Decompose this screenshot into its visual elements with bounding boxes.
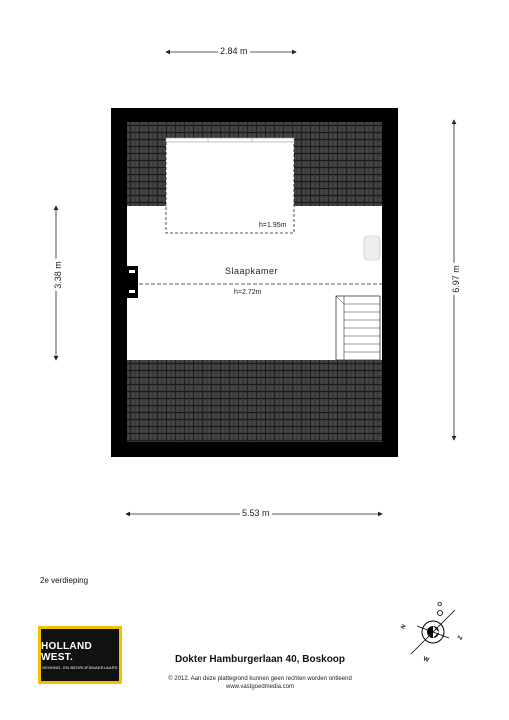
floor-label: 2e verdieping xyxy=(40,576,89,585)
roof-bottom xyxy=(127,360,382,442)
dim-bottom-label: 5.53 m xyxy=(242,508,270,518)
address-title: Dokter Hamburgerlaan 40, Boskoop xyxy=(174,654,346,665)
dormer xyxy=(166,140,294,206)
floor-plan xyxy=(111,108,398,457)
compass-n: N xyxy=(400,623,408,631)
compass-icon xyxy=(411,610,455,654)
sink xyxy=(364,236,380,260)
dim-top-label: 2.84 m xyxy=(220,46,248,56)
copyright-line2: www.vastgoedmedia.com xyxy=(225,684,295,690)
staircase xyxy=(336,296,380,360)
dormer-window xyxy=(166,138,294,142)
dim-left-label: 3.38 m xyxy=(52,261,63,289)
compass-z: Z xyxy=(457,635,465,641)
dormer-height: h=1.95m xyxy=(259,222,287,229)
compass-o: O xyxy=(436,601,443,609)
room-name: Slaapkamer xyxy=(225,266,279,276)
logo-main-text: HOLLAND WEST. xyxy=(41,640,92,663)
copyright-text xyxy=(140,675,380,691)
brand-logo xyxy=(38,626,122,684)
logo-sub-text: WONING- EN BEDRIJFSMAKELAARS xyxy=(42,664,118,670)
room-height: h=2.72m xyxy=(234,289,262,296)
dim-right-label: 6.97 m xyxy=(450,265,461,293)
compass-w: W xyxy=(422,656,430,664)
copyright-line1: © 2012. Aan deze plattegrond kunnen geen rechten worden ontleend xyxy=(168,676,352,682)
